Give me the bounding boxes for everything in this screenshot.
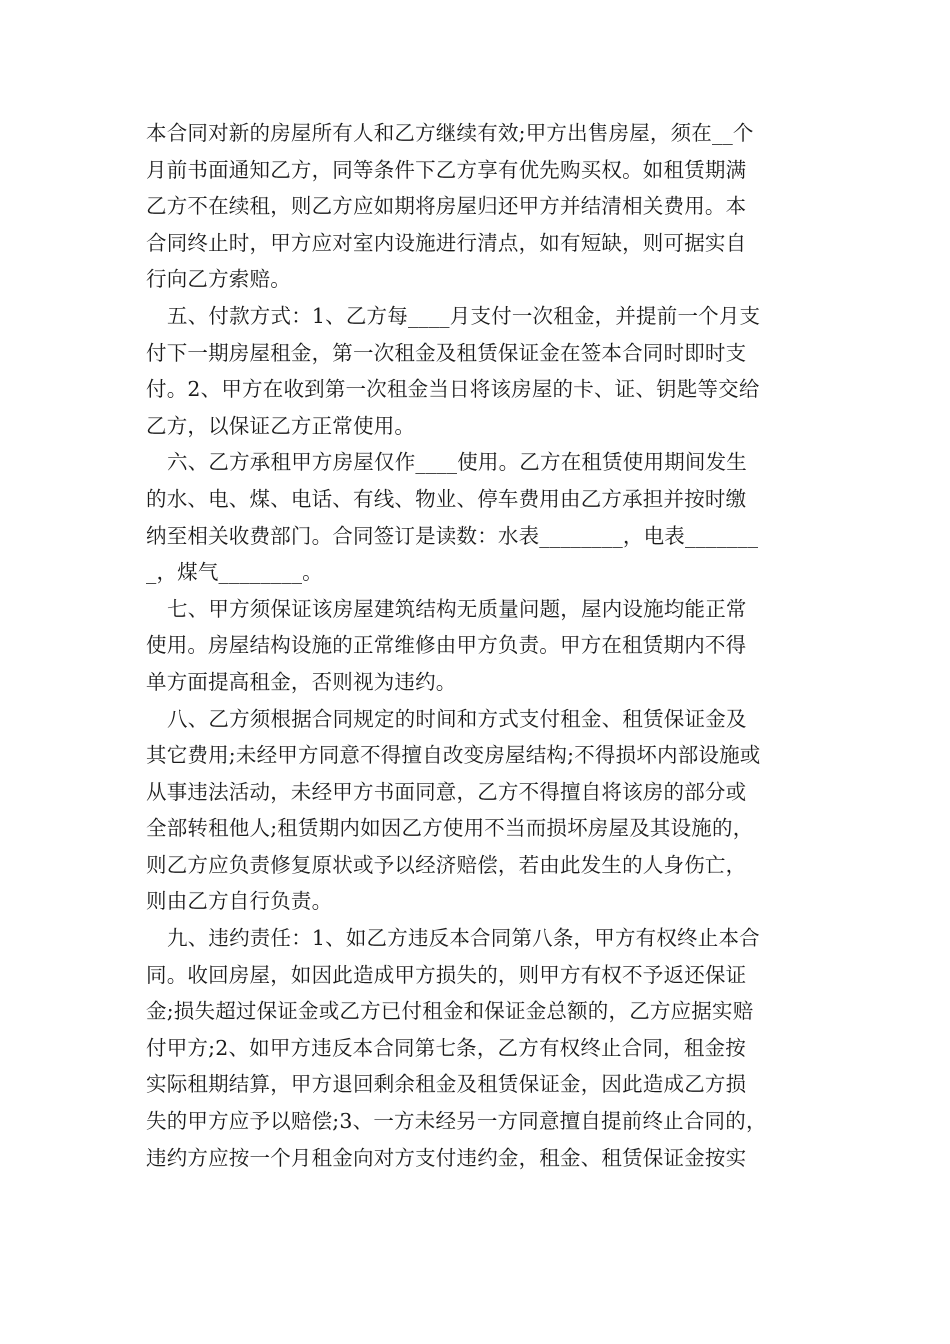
text-line: 月前书面通知乙方，同等条件下乙方享有优先购买权。如租赁期满 [146, 157, 747, 182]
text-line: 六、乙方承租甲方房屋仅作____使用。乙方在租赁使用期间发生 [167, 450, 747, 475]
text-line: 的水、电、煤、电话、有线、物业、停车费用由乙方承担并按时缴 [146, 486, 747, 511]
text-line: 同。收回房屋，如因此造成甲方损失的，则甲方有权不予返还保证 [146, 962, 747, 987]
text-line: 合同终止时，甲方应对室内设施进行清点，如有短缺，则可据实自 [146, 230, 747, 255]
text-line: 则由乙方自行负责。 [146, 889, 333, 914]
text-line: 七、甲方须保证该房屋建筑结构无质量问题，屋内设施均能正常 [167, 596, 747, 621]
text-line: 行向乙方索赔。 [146, 267, 291, 292]
text-line: 付甲方;2、如甲方违反本合同第七条，乙方有权终止合同，租金按 [146, 1035, 746, 1060]
text-line: 付下一期房屋租金，第一次租金及租赁保证金在签本合同时即时支 [146, 340, 747, 365]
text-line: 违约方应按一个月租金向对方支付违约金，租金、租赁保证金按实 [146, 1145, 747, 1170]
text-line: 实际租期结算，甲方退回剩余租金及租赁保证金，因此造成乙方损 [146, 1072, 747, 1097]
text-line: 则乙方应负责修复原状或予以经济赔偿，若由此发生的人身伤亡， [146, 852, 747, 877]
text-line: 付。2、甲方在收到第一次租金当日将该房屋的卡、证、钥匙等交给 [146, 377, 760, 402]
text-line: _，煤气________。 [146, 560, 323, 585]
text-line: 九、违约责任：1、如乙方违反本合同第八条，甲方有权终止本合 [167, 926, 760, 951]
text-line: 八、乙方须根据合同规定的时间和方式支付租金、租赁保证金及 [167, 706, 747, 731]
contract-body-text [146, 115, 816, 1176]
text-line: 其它费用;未经甲方同意不得擅自改变房屋结构;不得损坏内部设施或 [146, 743, 761, 768]
text-line: 使用。房屋结构设施的正常维修由甲方负责。甲方在租赁期内不得 [146, 633, 747, 658]
text-line: 单方面提高租金，否则视为违约。 [146, 669, 457, 694]
text-line: 本合同对新的房屋所有人和乙方继续有效;甲方出售房屋，须在__个 [146, 121, 754, 145]
text-line: 失的甲方应予以赔偿;3、一方未经另一方同意擅自提前终止合同的， [146, 1109, 767, 1134]
text-line: 纳至相关收费部门。合同签订是读数：水表________，电表_______ [146, 523, 759, 548]
text-line: 金;损失超过保证金或乙方已付租金和保证金总额的，乙方应据实赔 [146, 999, 754, 1024]
text-line: 乙方不在续租，则乙方应如期将房屋归还甲方并结清相关费用。本 [146, 194, 747, 219]
text-line: 全部转租他人;租赁期内如因乙方使用不当而损坏房屋及其设施的， [146, 816, 754, 841]
text-line: 乙方，以保证乙方正常使用。 [146, 413, 416, 438]
text-line: 从事违法活动，未经甲方书面同意，乙方不得擅自将该房的部分或 [146, 779, 747, 804]
text-line: 五、付款方式：1、乙方每____月支付一次租金，并提前一个月支 [167, 303, 761, 328]
